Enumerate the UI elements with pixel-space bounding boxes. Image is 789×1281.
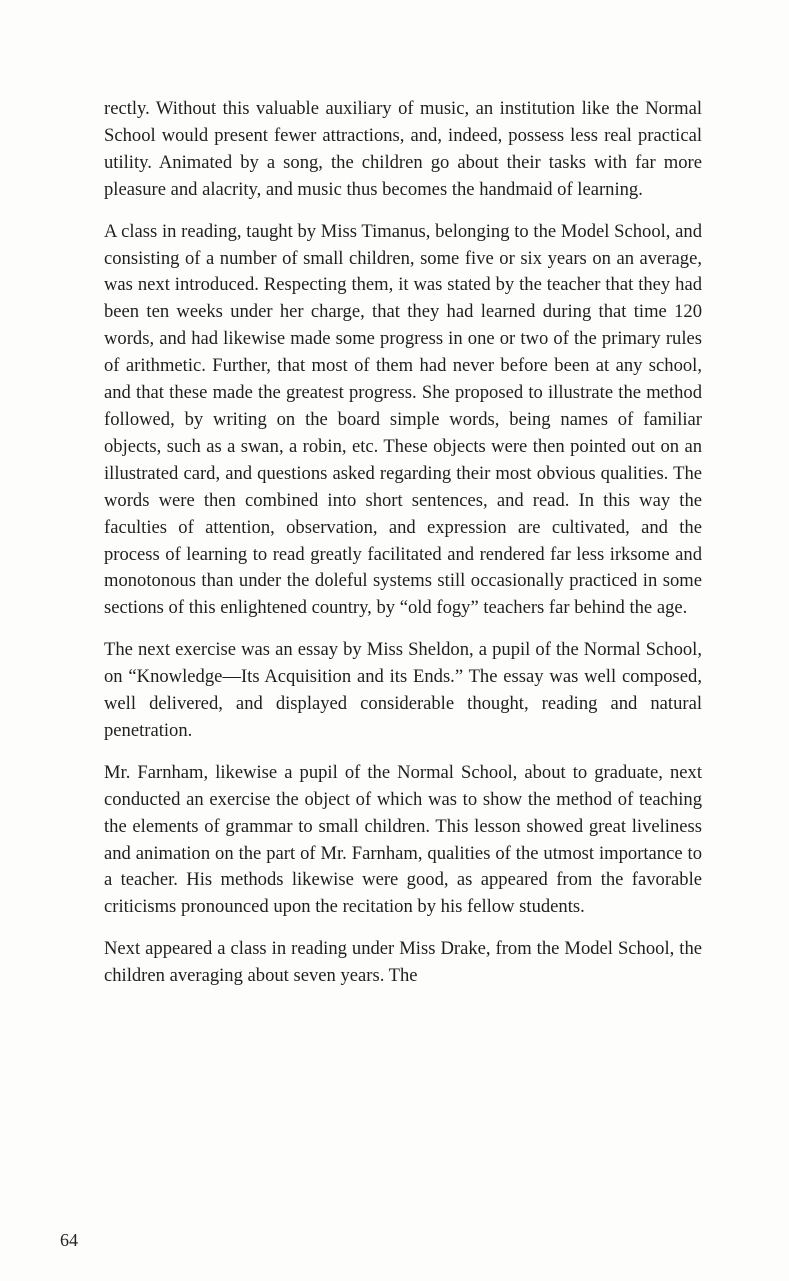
paragraph-essay-sheldon: The next exercise was an essay by Miss Sheldon, a pupil of the Normal School, on “Knowledge—Its Acquisition and its Ends.” The essay was well composed, well delivered, and displayed considerable thought, reading and natural penetration. [104,639,702,741]
page-body [104,96,702,1005]
page-number: 64 [60,1230,78,1250]
paragraph-grammar-farnham: Mr. Farnham, likewise a pupil of the Normal School, about to graduate, next conducted an exercise the object of which was to show the method of teaching the elements of grammar to small children. This lesson showed great liveliness and animation on the part of Mr. Farnham, qualities of the utmost importance to a teacher. His methods likewise were good, as appeared from the favorable criticisms pronounced upon the recitation by his fellow students. [104,761,702,918]
paragraph-reading-class-timanus: A class in reading, taught by Miss Timanus, belonging to the Model School, and consisting of a number of small children, some five or six years on an average, was next introduced. Respecting them, it was stated by the teacher that they had been ten weeks under her charge, that they had learned during that time 120 words, and had likewise made some progress in one or two of the primary rules of arithmetic. Further, that most of them had never before been at any school, and that these made the greatest progress. She proposed to illustrate the method followed, by writing on the board simple words, being names of familiar objects, such as a swan, a robin, etc. These objects were then pointed out on an illustrated card, and questions asked regarding their most obvious qualities. The words were then combined into short sentences, and read. In this way the faculties of attention, observation, and expression are cultivated, and the process of learning to read greatly facilitated and rendered far less irksome and monotonous than under the doleful systems still occasionally practiced in some sections of this enlightened country, by “old fogy” teachers far behind the age. [104,220,702,619]
paragraph-music: rectly. Without this valuable auxiliary of music, an institution like the Normal School would present fewer attractions, and, indeed, possess less real practical utility. Animated by a song, the children go about their tasks with far more pleasure and alacrity, and music thus becomes the handmaid of learning. [104,98,702,200]
paragraph-reading-class-drake: Next appeared a class in reading under Miss Drake, from the Model School, the children averaging about seven years. The [104,938,702,987]
